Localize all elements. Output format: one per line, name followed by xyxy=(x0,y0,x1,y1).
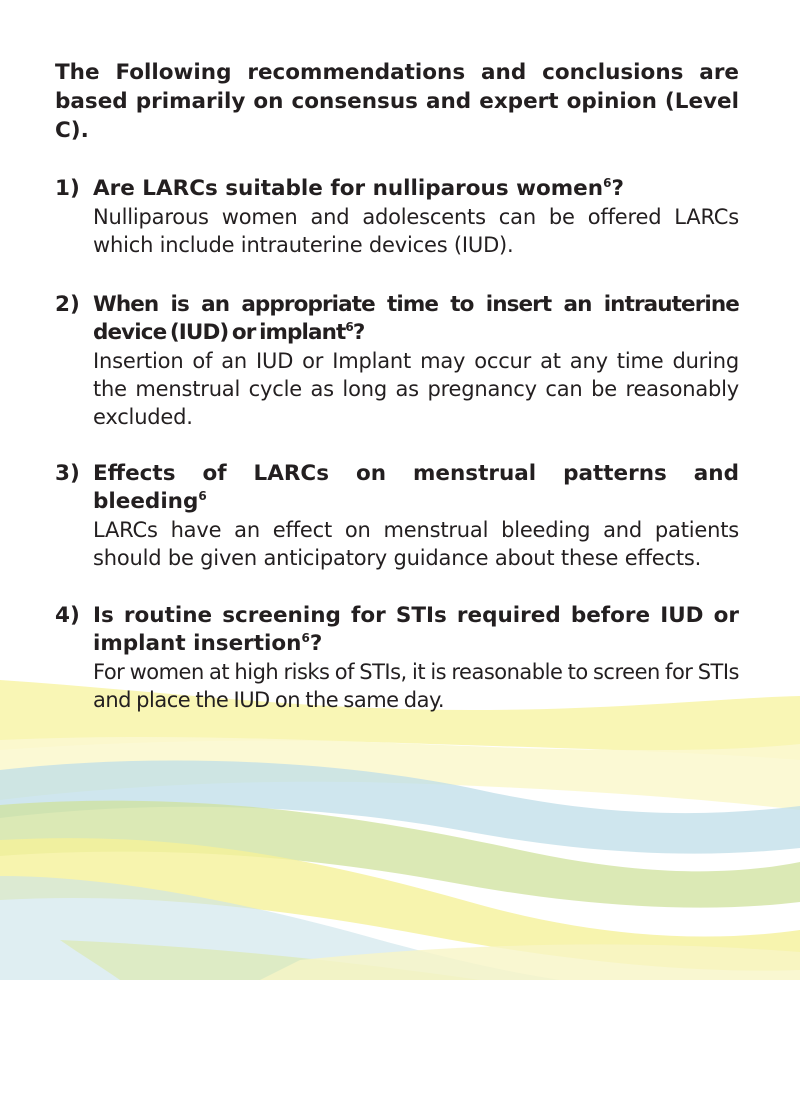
item-answer: For women at high risks of STIs, it is reasonable to screen for STIs and place the IUD on the same day. xyxy=(93,660,739,712)
item-answer: LARCs have an effect on menstrual bleeding and patients should be given anticipatory guidance about these effects. xyxy=(93,518,739,570)
reference-superscript: 6 xyxy=(345,320,353,334)
item-number: 1) xyxy=(55,176,80,201)
item-number: 4) xyxy=(55,603,80,628)
question-end: ? xyxy=(611,176,624,201)
recommendation-item xyxy=(55,175,739,259)
item-answer: Insertion of an IUD or Implant may occur at any time during the menstrual cycle as long as pregnancy can be reasonably excluded. xyxy=(93,349,739,429)
question-end: ? xyxy=(309,631,323,656)
recommendation-item xyxy=(55,602,739,714)
item-question xyxy=(93,175,739,203)
question-text: When is an appropriate time to insert an intrauterine device (IUD) or implant xyxy=(93,292,739,345)
recommendation-item xyxy=(55,460,739,572)
recommendation-item xyxy=(55,291,739,431)
intro-statement: The Following recommendations and conclusions are based primarily on consensus and expert opinion (Level C). xyxy=(55,60,739,143)
item-number: 2) xyxy=(55,292,80,317)
question-end: ? xyxy=(352,320,365,345)
reference-superscript: 6 xyxy=(603,176,612,190)
question-text: Are LARCs suitable for nulliparous women xyxy=(93,176,604,201)
question-text: Is routine screening for STIs required before IUD or implant insertion xyxy=(93,603,739,656)
item-question xyxy=(93,291,739,347)
item-number: 3) xyxy=(55,461,80,486)
reference-superscript: 6 xyxy=(301,631,310,645)
document-body xyxy=(55,58,739,714)
item-question xyxy=(93,602,739,658)
item-question xyxy=(93,460,739,516)
item-answer: Nulliparous women and adolescents can be offered LARCs which include intrauterine devices (IUD). xyxy=(93,205,739,257)
question-text: Effects of LARCs on menstrual patterns and bleeding xyxy=(93,461,739,514)
reference-superscript: 6 xyxy=(198,489,207,503)
